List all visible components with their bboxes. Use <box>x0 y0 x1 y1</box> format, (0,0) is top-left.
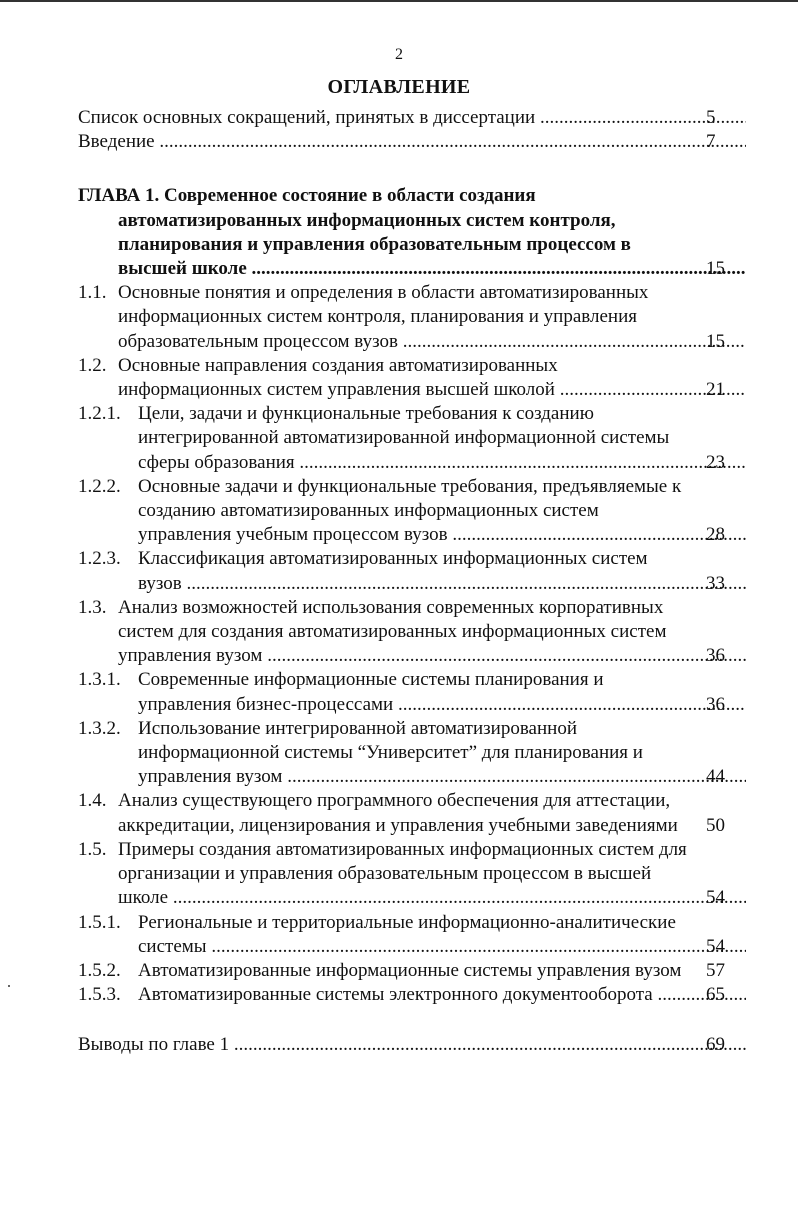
toc-entry-1-1[interactable]: 1.1. Основные понятия и определения в области автоматизированных информационных систем контроля, планирования и управления образовательным процессом вузов ..... 15 <box>78 281 746 354</box>
toc-page-number: 36 <box>706 645 725 667</box>
section-number: 1.4. <box>78 790 107 812</box>
toc-entry-1-4[interactable]: 1.4. Анализ существующего программного обеспечения для аттестации, аккредитации, лицензирования и управления учебными заведениями 50 <box>78 789 746 837</box>
toc-page-number: 44 <box>706 766 725 788</box>
toc-page-number: 54 <box>706 935 725 957</box>
section-number: 1.3. <box>78 596 107 618</box>
toc-entry-1-3-1[interactable]: 1.3.1. Современные информационные системы планирования и управления бизнес-процессами ..... 36 <box>78 668 746 716</box>
toc-page-number: 36 <box>706 693 725 715</box>
toc-page-number: 69 <box>706 1034 725 1056</box>
toc-entry-1-5-1[interactable]: 1.5.1. Региональные и территориальные информационно-аналитические системы ..... 54 <box>78 911 746 959</box>
toc-page-number: 50 <box>706 814 725 836</box>
toc-entry-1-2-2[interactable]: 1.2.2. Основные задачи и функциональные требования, предъявляемые к созданию автоматизированных информационных систем управления учебным процессом вузов ..... 28 <box>78 475 746 548</box>
page-number: 2 <box>395 46 403 63</box>
toc-page-number: 15 <box>706 330 725 352</box>
scan-speck <box>8 985 10 987</box>
toc-page-number: 28 <box>706 524 725 546</box>
scan-top-border <box>0 0 798 2</box>
toc-page-number: 65 <box>706 984 725 1006</box>
toc-entry-1-5[interactable]: 1.5. Примеры создания автоматизированных информационных систем для организации и управления образовательным процессом в высшей школе ..... 54 <box>78 838 746 911</box>
toc-page-number: 7 <box>706 131 716 153</box>
toc-title: ОГЛАВЛЕНИЕ <box>327 76 471 98</box>
section-number: 1.2.3. <box>78 548 121 570</box>
section-number: 1.5.1. <box>78 911 121 933</box>
toc-page-number: 15 <box>706 258 725 280</box>
toc-page-number: 54 <box>706 887 725 909</box>
toc-page-number: 57 <box>706 959 725 981</box>
toc-page-number: 5 <box>706 107 716 128</box>
toc-entry-chapter-1[interactable]: ГЛАВА 1. Современное состояние в области создания автоматизированных информационных систем контроля, планирования и управления образовательным процессом в высшей школе ..... 15 <box>78 184 746 281</box>
toc-entry-1-3-2[interactable]: 1.3.2. Использование интегрированной автоматизированной информационной системы “Университет” для планирования и управления вузом ..... 44 <box>78 717 746 790</box>
section-number: 1.5. <box>78 838 107 860</box>
toc-entry-1-2-1[interactable]: 1.2.1. Цели, задачи и функциональные требования к созданию интегрированной автоматизированной информационной системы сферы образования ..... 23 <box>78 402 746 475</box>
toc-entry-chapter-1-conclusions[interactable]: Выводы по главе 1 ..... 69 <box>78 1033 746 1057</box>
section-number: 1.2.1. <box>78 403 121 425</box>
section-number: 1.2.2. <box>78 475 121 497</box>
toc-entry-1-2[interactable]: 1.2. Основные направления создания автоматизированных информационных систем управления высшей школой ..... 21 <box>78 354 746 402</box>
toc-page-number: 23 <box>706 451 725 473</box>
toc-entry-introduction[interactable]: Введение ..... 7 <box>78 130 746 154</box>
toc-entry-1-2-3[interactable]: 1.2.3. Классификация автоматизированных информационных систем вузов ..... 33 <box>78 547 746 595</box>
toc-page-number: 21 <box>706 379 725 401</box>
toc-entry-1-5-3[interactable]: 1.5.3. Автоматизированные системы электронного документооборота ..... 65 <box>78 983 746 1007</box>
section-number: 1.5.3. <box>78 984 121 1006</box>
section-number: 1.1. <box>78 282 107 304</box>
toc-entry-1-3[interactable]: 1.3. Анализ возможностей использования современных корпоративных систем для создания автоматизированных информационных систем управления вузом ..... 36 <box>78 596 746 669</box>
toc-page-number: 33 <box>706 572 725 594</box>
toc-entry-1-5-2[interactable]: 1.5.2. Автоматизированные информационные системы управления вузом 57 <box>78 959 746 983</box>
section-number: 1.2. <box>78 354 107 376</box>
section-number: 1.3.1. <box>78 669 121 691</box>
section-number: 1.5.2. <box>78 959 121 981</box>
section-number: 1.3.2. <box>78 717 121 739</box>
table-of-contents <box>78 106 746 1058</box>
toc-entry-abbreviations[interactable]: Список основных сокращений, принятых в диссертации ..... 5 <box>78 106 746 130</box>
